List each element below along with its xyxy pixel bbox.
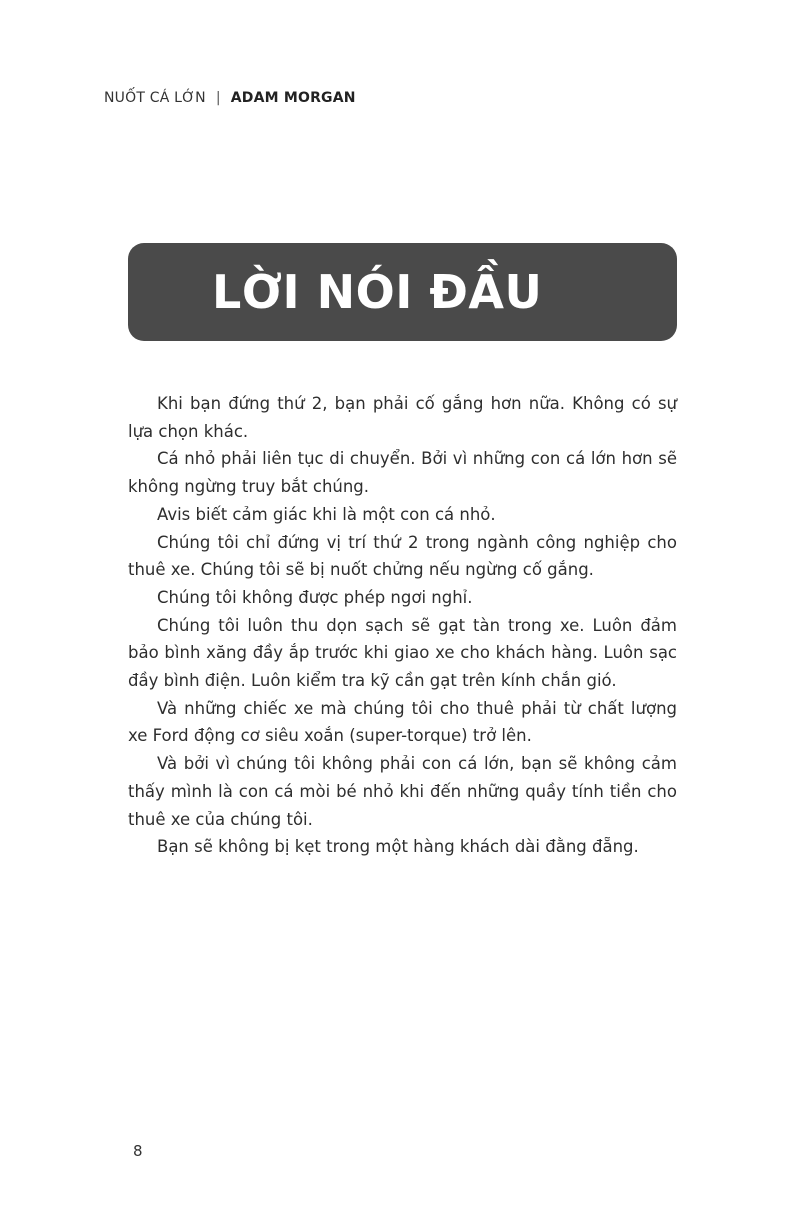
header-separator: | bbox=[215, 90, 221, 106]
paragraph: Bạn sẽ không bị kẹt trong một hàng khách dài đằng đẵng. bbox=[157, 837, 639, 857]
paragraph: Chúng tôi luôn thu dọn sạch sẽ gạt tàn trong xe. Luôn đảm bảo bình xăng đầy ắp trước khi giao xe cho khách hàng. Luôn sạc đầy bình điện. Luôn kiểm tra kỹ cần gạt trên kính chắn gió. bbox=[128, 615, 677, 691]
paragraph: Và bởi vì chúng tôi không phải con cá lớn, bạn sẽ không cảm thấy mình là con cá mòi bé nhỏ khi đến những quầy tính tiền cho thuê xe của chúng tôi. bbox=[128, 754, 677, 829]
paragraph: Chúng tôi không được phép ngơi nghỉ. bbox=[157, 587, 473, 607]
paragraph: Khi bạn đứng thứ 2, bạn phải cố gắng hơn nữa. Không có sự lựa chọn khác. bbox=[128, 394, 677, 441]
body-text bbox=[128, 390, 677, 861]
running-header bbox=[104, 90, 356, 106]
book-title: NUỐT CÁ LỚN bbox=[104, 90, 206, 106]
chapter-title: LỜI NÓI ĐẦU bbox=[212, 265, 543, 319]
paragraph: Cá nhỏ phải liên tục di chuyển. Bởi vì những con cá lớn hơn sẽ không ngừng truy bắt chúng. bbox=[128, 449, 677, 497]
paragraph: Và những chiếc xe mà chúng tôi cho thuê phải từ chất lượng xe Ford động cơ siêu xoắn (super-torque) trở lên. bbox=[128, 698, 677, 746]
paragraph: Chúng tôi chỉ đứng vị trí thứ 2 trong ngành công nghiệp cho thuê xe. Chúng tôi sẽ bị nuốt chửng nếu ngừng cố gắng. bbox=[128, 532, 677, 580]
chapter-title-banner bbox=[128, 243, 677, 341]
paragraph: Avis biết cảm giác khi là một con cá nhỏ. bbox=[157, 504, 496, 524]
author-name: ADAM MORGAN bbox=[230, 90, 356, 106]
page-number: 8 bbox=[133, 1142, 143, 1160]
